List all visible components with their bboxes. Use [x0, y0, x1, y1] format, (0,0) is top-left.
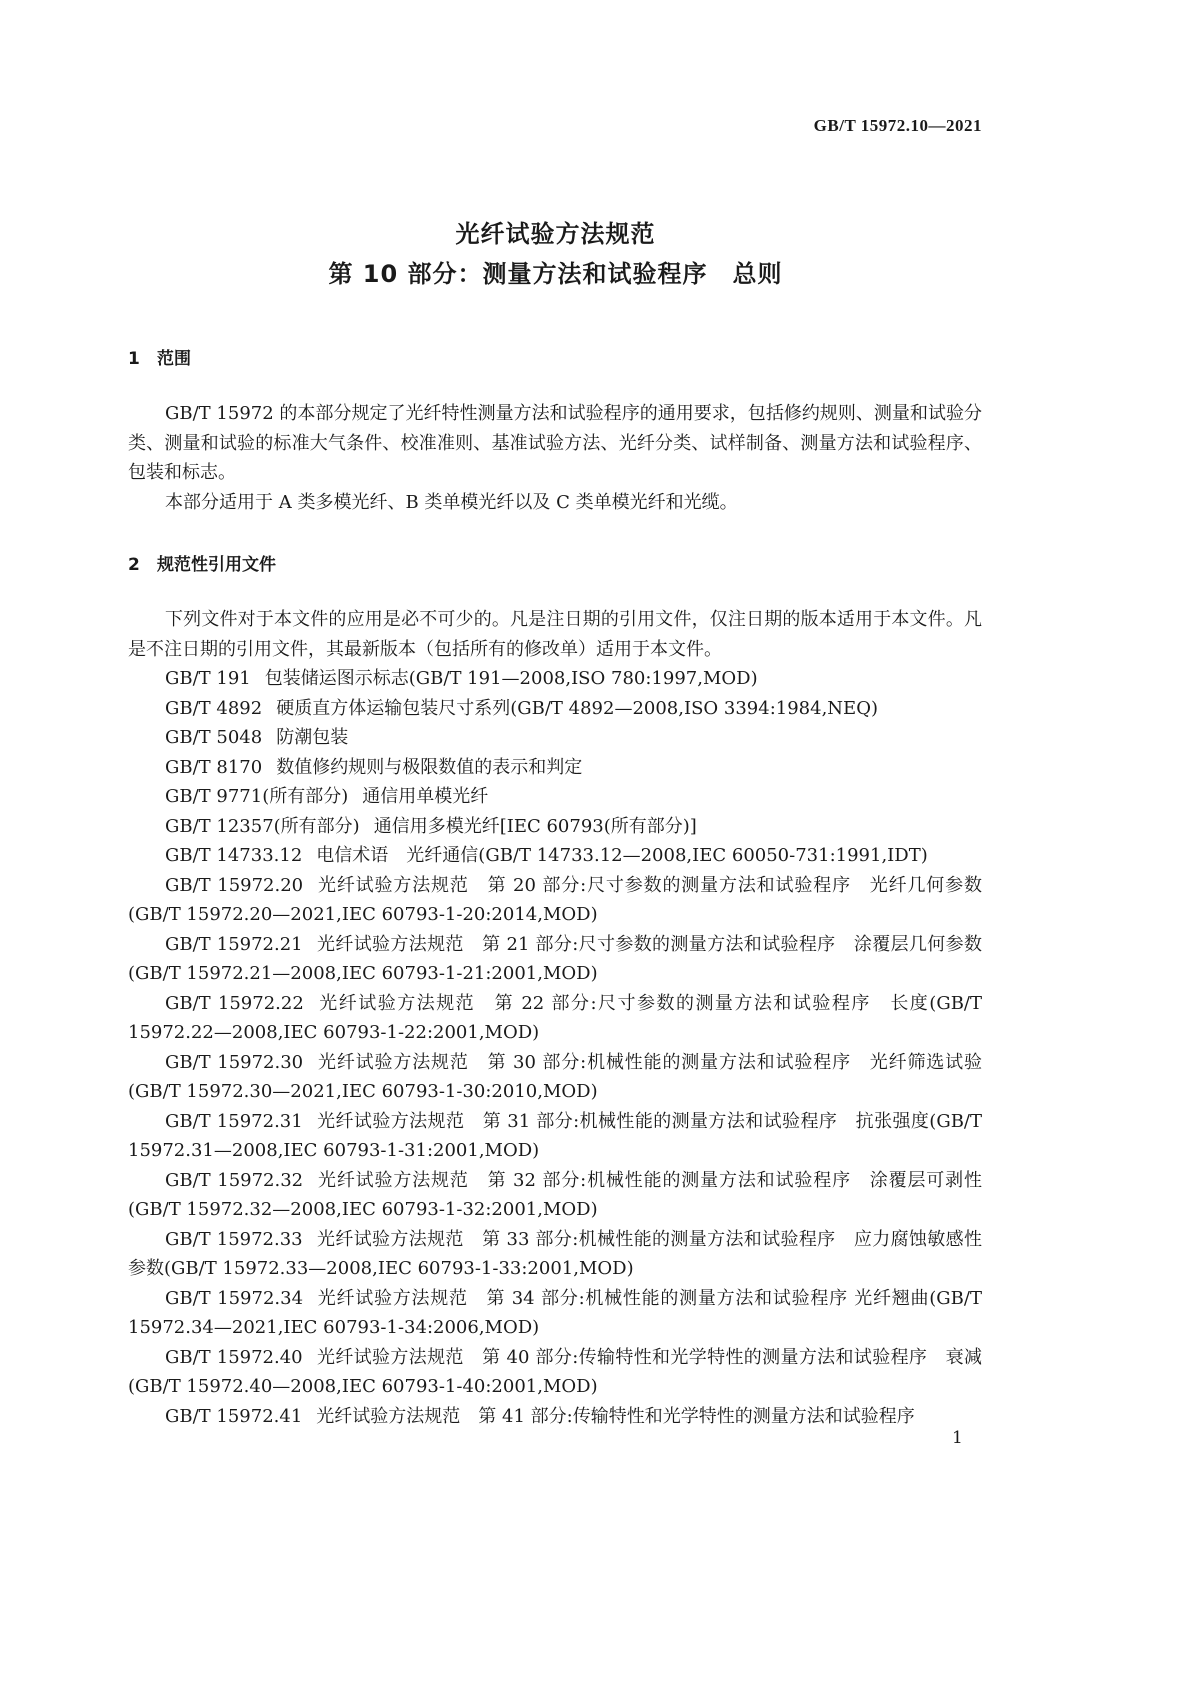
- reference-title: 防潮包装: [276, 727, 349, 748]
- reference-code: GB/T 14733.12: [165, 845, 303, 866]
- reference-title: 光纤试验方法规范 第 41 部分:传输特性和光学特性的测量方法和试验程序: [316, 1405, 915, 1427]
- reference-code: GB/T 15972.40: [165, 1346, 303, 1368]
- reference-item: [128, 1343, 982, 1402]
- section-heading-normative-references: [128, 550, 276, 575]
- reference-item: [128, 1048, 982, 1107]
- reference-item: [128, 753, 982, 783]
- reference-item: [128, 812, 982, 842]
- document-title: 光纤试验方法规范: [455, 220, 656, 248]
- references-body: [128, 605, 982, 1431]
- reference-code: GB/T 9771(所有部分): [165, 786, 349, 807]
- reference-code: GB/T 15972.20: [165, 874, 304, 896]
- reference-item: [128, 1107, 982, 1166]
- section-number: 1: [128, 349, 140, 369]
- reference-item: [128, 871, 982, 930]
- section-number: 2: [128, 555, 140, 575]
- reference-item: [128, 782, 982, 812]
- reference-item: [128, 930, 982, 989]
- reference-code: GB/T 15972.32: [165, 1169, 304, 1191]
- reference-item: [128, 1166, 982, 1225]
- reference-item: [128, 1225, 982, 1284]
- reference-title: 包装储运图示标志(GB/T 191—2008,ISO 780:1997,MOD): [264, 668, 758, 689]
- paragraph: 本部分适用于 A 类多模光纤、B 类单模光纤以及 C 类单模光纤和光缆。: [165, 491, 738, 513]
- paragraph: 下列文件对于本文件的应用是必不可少的。凡是注日期的引用文件，仅注日期的版本适用于本文件。凡是不注日期的引用文件，其最新版本（包括所有的修改单）适用于本文件。: [128, 609, 982, 660]
- reference-list: [128, 664, 982, 1431]
- reference-title: 光纤试验方法规范 第 22 部分:尺寸参数的测量方法和试验程序 长度(GB/T 15972.22—2008,IEC 60793-1-22:2001,MOD): [128, 992, 982, 1043]
- reference-item: [128, 989, 982, 1048]
- reference-title: 数值修约规则与极限数值的表示和判定: [276, 756, 583, 778]
- reference-code: GB/T 4892: [165, 697, 263, 719]
- document-subtitle: 第 10 部分：测量方法和试验程序 总则: [328, 260, 783, 288]
- standard-number: GB/T 15972.10—2021: [813, 116, 982, 135]
- reference-title: 光纤试验方法规范 第 31 部分:机械性能的测量方法和试验程序 抗张强度(GB/T 15972.31—2008,IEC 60793-1-31:2001,MOD): [128, 1110, 982, 1161]
- reference-title: 光纤试验方法规范 第 21 部分:尺寸参数的测量方法和试验程序 涂覆层几何参数(GB/T 15972.21—2008,IEC 60793-1-21:2001,MOD): [128, 933, 982, 984]
- reference-item: [128, 841, 982, 871]
- section-heading-scope: [128, 344, 191, 369]
- reference-code: GB/T 191: [165, 668, 251, 689]
- reference-item: [128, 664, 982, 694]
- reference-title: 光纤试验方法规范 第 32 部分:机械性能的测量方法和试验程序 涂覆层可剥性(GB/T 15972.32—2008,IEC 60793-1-32:2001,MOD): [128, 1169, 982, 1220]
- reference-code: GB/T 15972.22: [165, 992, 304, 1014]
- reference-item: [128, 694, 982, 724]
- reference-title: 光纤试验方法规范 第 20 部分:尺寸参数的测量方法和试验程序 光纤几何参数(GB/T 15972.20—2021,IEC 60793-1-20:2014,MOD): [128, 874, 982, 925]
- reference-code: GB/T 15972.33: [165, 1228, 303, 1250]
- reference-code: GB/T 8170: [165, 756, 263, 778]
- reference-title: 硬质直方体运输包装尺寸系列(GB/T 4892—2008,ISO 3394:1984,NEQ): [276, 697, 878, 719]
- reference-title: 通信用多模光纤[IEC 60793(所有部分)]: [373, 815, 697, 837]
- reference-title: 光纤试验方法规范 第 40 部分:传输特性和光学特性的测量方法和试验程序 衰减(GB/T 15972.40—2008,IEC 60793-1-40:2001,MOD): [128, 1346, 982, 1397]
- reference-item: [128, 723, 982, 753]
- reference-code: GB/T 12357(所有部分): [165, 815, 360, 837]
- scope-body: [128, 399, 982, 517]
- reference-title: 通信用单模光纤: [362, 786, 489, 807]
- reference-item: [128, 1284, 982, 1343]
- reference-code: GB/T 5048: [165, 727, 263, 748]
- section-title: 规范性引用文件: [157, 555, 276, 575]
- section-title: 范围: [157, 349, 191, 369]
- reference-title: 电信术语 光纤通信(GB/T 14733.12—2008,IEC 60050-731:1991,IDT): [316, 845, 928, 866]
- reference-code: GB/T 15972.31: [165, 1110, 303, 1132]
- reference-title: 光纤试验方法规范 第 34 部分:机械性能的测量方法和试验程序 光纤翘曲(GB/T 15972.34—2021,IEC 60793-1-34:2006,MOD): [128, 1287, 982, 1338]
- page-number: 1: [952, 1428, 963, 1448]
- reference-title: 光纤试验方法规范 第 33 部分:机械性能的测量方法和试验程序 应力腐蚀敏感性参数(GB/T 15972.33—2008,IEC 60793-1-33:2001,MOD): [128, 1228, 982, 1279]
- reference-code: GB/T 15972.30: [165, 1051, 304, 1073]
- reference-code: GB/T 15972.41: [165, 1405, 303, 1427]
- reference-code: GB/T 15972.34: [165, 1287, 304, 1309]
- paragraph: GB/T 15972 的本部分规定了光纤特性测量方法和试验程序的通用要求，包括修约规则、测量和试验分类、测量和试验的标准大气条件、校准准则、基准试验方法、光纤分类、试样制备、测量方法和试验程序、包装和标志。: [128, 403, 982, 483]
- reference-title: 光纤试验方法规范 第 30 部分:机械性能的测量方法和试验程序 光纤筛选试验(GB/T 15972.30—2021,IEC 60793-1-30:2010,MOD): [128, 1051, 982, 1102]
- reference-code: GB/T 15972.21: [165, 933, 303, 955]
- reference-item: [128, 1402, 982, 1432]
